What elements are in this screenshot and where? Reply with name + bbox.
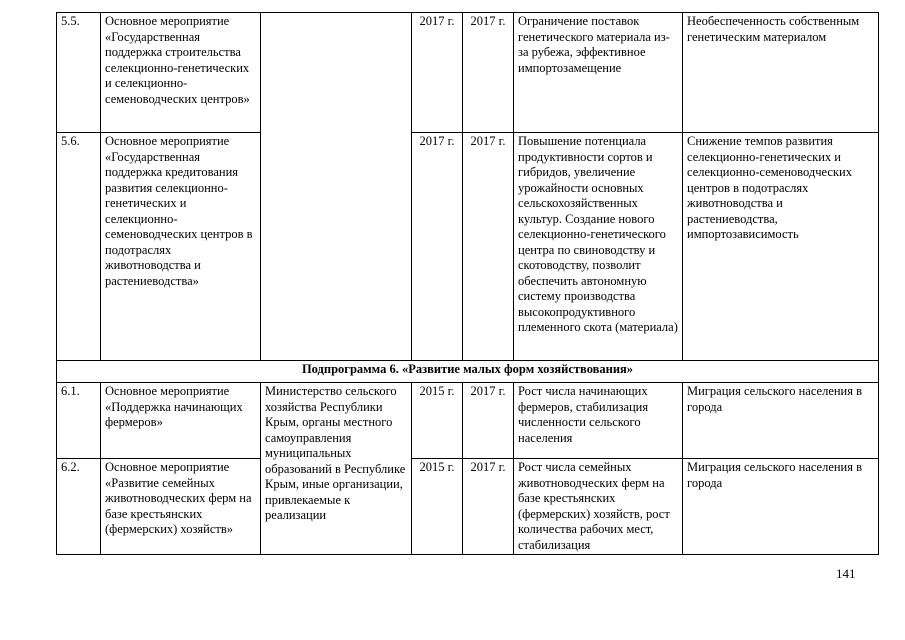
executor-cell: Министерство сельского хозяйства Республики Крым, органы местного самоуправления муниципальных образований в Республике Крым, иные организации, привлекаемые к реализации	[261, 383, 412, 555]
subprogram-title: Подпрограмма 6. «Развитие малых форм хозяйствования»	[57, 361, 879, 383]
result-cell: Рост числа семейных животноводческих ферм на базе крестьянских (фермерских) хозяйств, рост количества рабочих мест, стабилизация	[514, 459, 683, 555]
row-number: 6.1.	[57, 383, 101, 459]
row-number: 6.2.	[57, 459, 101, 555]
end-year-cell: 2017 г.	[463, 13, 514, 133]
start-year-cell: 2015 г.	[412, 383, 463, 459]
consequence-cell: Необеспеченность собственным генетическим материалом	[683, 13, 879, 133]
consequence-cell: Снижение темпов развития селекционно-генетических и селекционно-семеноводческих центров в подотраслях животноводства и растениеводства, импортозависимость	[683, 133, 879, 361]
table-row	[57, 13, 879, 133]
result-cell: Повышение потенциала продуктивности сортов и гибридов, увеличение урожайности основных сельскохозяйственных культур. Создание нового селекционно-генетического центра по свиноводству и скотоводству, позволит обеспечить автономную систему производства высокопродуктивного племенного скота (материала)	[514, 133, 683, 361]
row-number: 5.6.	[57, 133, 101, 361]
end-year-cell: 2017 г.	[463, 133, 514, 361]
end-year-cell: 2017 г.	[463, 459, 514, 555]
consequence-cell: Миграция сельского населения в города	[683, 459, 879, 555]
program-measures-table	[56, 12, 879, 555]
event-cell: Основное мероприятие «Государственная поддержка кредитования развития селекционно-генетических и селекционно-семеноводческих центров в подотраслях животноводства и растениеводства»	[101, 133, 261, 361]
subprogram-row	[57, 361, 879, 383]
table-row	[57, 133, 879, 361]
consequence-cell: Миграция сельского населения в города	[683, 383, 879, 459]
table-row	[57, 383, 879, 459]
event-cell: Основное мероприятие «Государственная поддержка строительства селекционно-генетических и селекционно-семеноводческих центров»	[101, 13, 261, 133]
table-row	[57, 459, 879, 555]
start-year-cell: 2017 г.	[412, 13, 463, 133]
page-number: 141	[836, 566, 856, 581]
executor-cell	[261, 13, 412, 361]
end-year-cell: 2017 г.	[463, 383, 514, 459]
start-year-cell: 2015 г.	[412, 459, 463, 555]
event-cell: Основное мероприятие «Развитие семейных животноводческих ферм на базе крестьянских (фермерских) хозяйств»	[101, 459, 261, 555]
event-cell: Основное мероприятие «Поддержка начинающих фермеров»	[101, 383, 261, 459]
result-cell: Ограничение поставок генетического материала из-за рубежа, эффективное импортозамещение	[514, 13, 683, 133]
result-cell: Рост числа начинающих фермеров, стабилизация численности сельского населения	[514, 383, 683, 459]
row-number: 5.5.	[57, 13, 101, 133]
start-year-cell: 2017 г.	[412, 133, 463, 361]
